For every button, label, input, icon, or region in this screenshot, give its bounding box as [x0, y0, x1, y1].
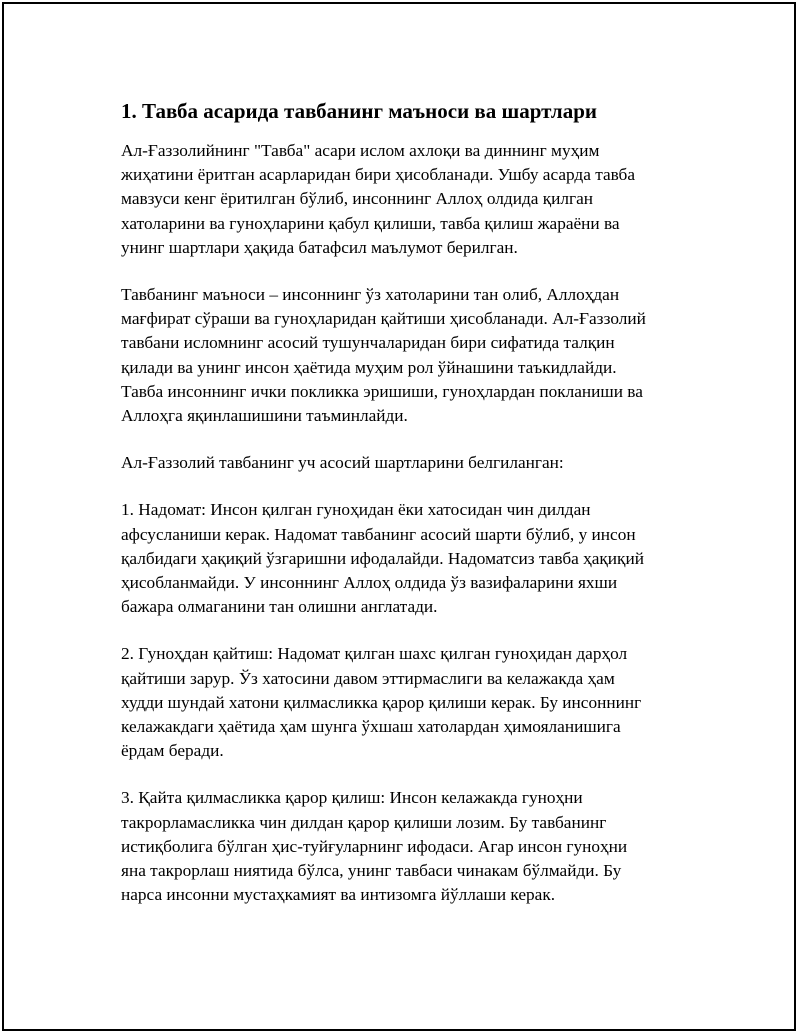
text-line: истиқболига бўлган ҳис-туйғуларнинг ифодаси. Агар инсон гуноҳни: [121, 836, 628, 856]
text-line: худди шундай хатони қилмасликка қарор қилиши керак. Бу инсоннинг: [121, 692, 642, 712]
text-line: 2. Гуноҳдан қайтиш: Надомат қилган шахс қилган гуноҳидан дарҳол: [121, 644, 628, 664]
text-line: унинг шартлари ҳақида батафсил маълумот берилган.: [121, 237, 518, 257]
text-line: афсусланиши керак. Надомат тавбанинг асосий шарти бўлиб, у инсон: [121, 524, 636, 544]
text-line: такрорламасликка чин дилдан қарор қилиши лозим. Бу тавбанинг: [121, 812, 607, 832]
text-line: ҳисобланмайди. У инсоннинг Аллоҳ олдида ўз вазифаларини яхши: [121, 573, 618, 593]
text-line: Ал-Ғаззолийнинг "Тавба" асари ислом ахлоқи ва диннинг муҳим: [121, 141, 600, 160]
text-line: нарса инсонни мустаҳкамият ва интизомга йўллаши керак.: [121, 885, 556, 905]
text-line: жиҳатини ёритган асарларидан бири ҳисобланади. Ушбу асарда тавба: [121, 165, 636, 185]
page-frame: [2, 2, 796, 1031]
text-line: қайтиши зарур. Ўз хатосини давом эттирмаслиги ва келажакда ҳам: [121, 668, 615, 688]
text-line: қалбидаги ҳақиқий ўзгаришни ифодалайди. Надоматсиз тавба ҳақиқий: [121, 548, 644, 568]
text-line: мағфират сўраши ва гуноҳларидан қайтиши ҳисобланади. Ал-Ғаззолий: [121, 309, 646, 329]
text-line: яна такрорлаш ниятида бўлса, унинг тавбаси чинакам бўлмайди. Бу: [121, 861, 622, 881]
text-line: қилади ва унинг инсон ҳаётида муҳим рол ўйнашини таъкидлайди.: [121, 357, 617, 377]
text-line: 1. Надомат: Инсон қилган гуноҳидан ёки хатосидан чин дилдан: [121, 500, 591, 520]
paragraph-condition-2: [121, 642, 701, 763]
text-line: мавзуси кенг ёритилган бўлиб, инсоннинг Аллоҳ олдида қилган: [121, 189, 594, 209]
text-line: тавбани исломнинг асосий тушунчаларидан бири сифатида талқин: [121, 333, 615, 353]
text-line: Тавба инсоннинг ички покликка эришиши, гуноҳлардан покланиши ва: [121, 381, 643, 401]
text-line: келажакдаги ҳаётида ҳам шунга ўхшаш хатолардан ҳимояланишига: [121, 717, 621, 737]
section-heading: 1. Тавба асарида тавбанинг маъноси ва шартлари: [121, 99, 597, 123]
paragraph-condition-1: [121, 498, 701, 619]
paragraph-condition-3: [121, 786, 701, 907]
text-line: Ал-Ғаззолий тавбанинг уч асосий шартларини белгиланган:: [121, 453, 564, 473]
text-line: хатоларини ва гуноҳларини қабул қилиши, тавба қилиш жараёни ва: [121, 213, 620, 233]
text-line: 3. Қайта қилмасликка қарор қилиш: Инсон келажакда гуноҳни: [121, 788, 583, 808]
text-line: бажара олмаганини тан олишни англатади.: [121, 597, 438, 617]
paragraph-meaning: [121, 283, 701, 428]
paragraph-conditions-intro: [121, 451, 701, 475]
text-line: Аллоҳга яқинлашишини таъминлайди.: [121, 406, 408, 426]
text-line: Тавбанинг маъноси – инсоннинг ўз хатоларини тан олиб, Аллоҳдан: [121, 285, 620, 305]
text-line: ёрдам беради.: [121, 741, 224, 761]
document-body: [121, 98, 701, 930]
paragraph-intro: [121, 139, 701, 260]
